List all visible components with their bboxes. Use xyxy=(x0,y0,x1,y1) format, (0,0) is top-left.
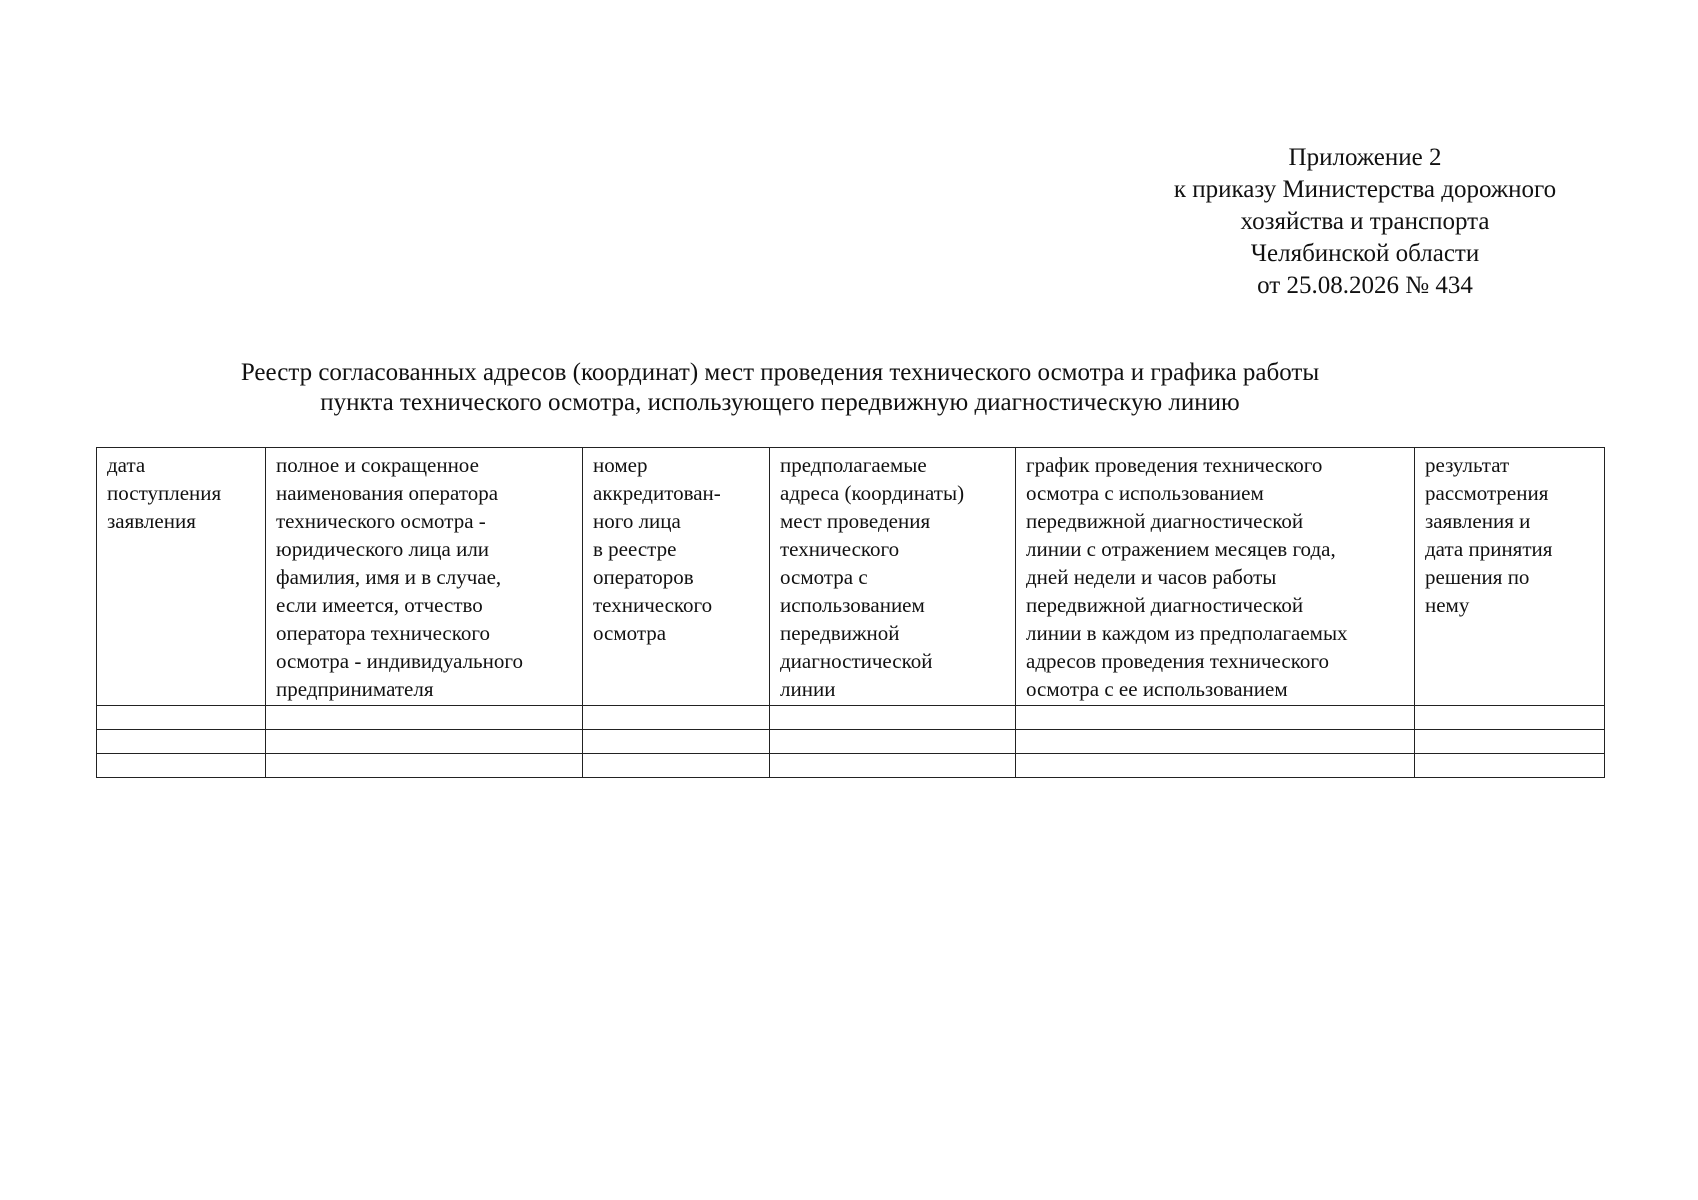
table-cell xyxy=(1415,706,1605,730)
header-line: операторов xyxy=(593,565,694,589)
appendix-heading xyxy=(1130,142,1600,302)
appendix-line: от 25.08.2026 № 434 xyxy=(1257,272,1473,299)
header-line: полное и сокращенное xyxy=(276,453,479,477)
header-line: фамилия, имя и в случае, xyxy=(276,565,502,589)
header-line: передвижной xyxy=(780,621,900,645)
header-cell-addresses xyxy=(770,448,1016,706)
header-line: рассмотрения xyxy=(1425,481,1549,505)
header-line: ного лица xyxy=(593,509,681,533)
header-line: адреса (координаты) xyxy=(780,481,965,505)
appendix-line: к приказу Министерства дорожного xyxy=(1173,176,1557,203)
table-row xyxy=(97,706,1605,730)
document-title xyxy=(230,358,1330,418)
appendix-line: хозяйства и транспорта xyxy=(1240,208,1490,235)
table-cell xyxy=(97,730,266,754)
header-line: если имеется, отчество xyxy=(276,593,483,617)
header-line: линии в каждом из предполагаемых xyxy=(1026,621,1348,645)
table-cell xyxy=(1016,730,1415,754)
header-line: дней недели и часов работы xyxy=(1026,565,1277,589)
header-cell-operator-name xyxy=(266,448,583,706)
header-line: в реестре xyxy=(593,537,677,561)
title-line: Реестр согласованных адресов (координат) мест проведения технического осмотра и графика работы xyxy=(240,359,1320,386)
header-line: заявления и xyxy=(1425,509,1531,533)
header-line: номер xyxy=(593,453,648,477)
header-line: осмотра xyxy=(593,621,667,645)
header-line: результат xyxy=(1425,453,1510,477)
header-line: мест проведения xyxy=(780,509,931,533)
header-line: предпринимателя xyxy=(276,677,434,701)
appendix-line: Челябинской области xyxy=(1250,240,1480,267)
table-cell xyxy=(583,706,770,730)
header-line: диагностической xyxy=(780,649,933,673)
table-cell xyxy=(1415,754,1605,778)
header-line: дата принятия xyxy=(1425,537,1553,561)
header-cell-schedule xyxy=(1016,448,1415,706)
header-line: использованием xyxy=(780,593,925,617)
table-cell xyxy=(1016,754,1415,778)
table-header-row xyxy=(97,448,1605,706)
header-line: передвижной диагностической xyxy=(1026,593,1304,617)
header-line: поступления xyxy=(107,481,222,505)
header-line: заявления xyxy=(107,509,196,533)
table-cell xyxy=(1415,730,1605,754)
table-row xyxy=(97,730,1605,754)
header-line: технического xyxy=(593,593,713,617)
header-line: дата xyxy=(107,453,146,477)
table-cell xyxy=(770,754,1016,778)
header-line: технического осмотра - xyxy=(276,509,486,533)
header-line: осмотра - индивидуального xyxy=(276,649,523,673)
registry-table xyxy=(96,447,1605,778)
table-cell xyxy=(266,706,583,730)
table-cell xyxy=(583,730,770,754)
header-line: предполагаемые xyxy=(780,453,927,477)
header-line: осмотра с использованием xyxy=(1026,481,1264,505)
header-line: оператора технического xyxy=(276,621,490,645)
table-cell xyxy=(770,730,1016,754)
header-line: нему xyxy=(1425,593,1470,617)
table-cell xyxy=(97,706,266,730)
header-line: юридического лица или xyxy=(276,537,490,561)
header-cell-accreditation-number xyxy=(583,448,770,706)
table-cell xyxy=(770,706,1016,730)
header-cell-date-received xyxy=(97,448,266,706)
header-line: осмотра с xyxy=(780,565,868,589)
table-cell xyxy=(266,730,583,754)
table-cell xyxy=(1016,706,1415,730)
table-cell xyxy=(583,754,770,778)
header-line: передвижной диагностической xyxy=(1026,509,1304,533)
header-line: решения по xyxy=(1425,565,1530,589)
header-line: линии xyxy=(780,677,836,701)
table-cell xyxy=(97,754,266,778)
header-line: осмотра с ее использованием xyxy=(1026,677,1288,701)
header-cell-review-result xyxy=(1415,448,1605,706)
title-line: пункта технического осмотра, использующего передвижную диагностическую линию xyxy=(320,389,1240,416)
header-line: график проведения технического xyxy=(1026,453,1323,477)
table-cell xyxy=(266,754,583,778)
header-line: адресов проведения технического xyxy=(1026,649,1329,673)
header-line: технического xyxy=(780,537,900,561)
appendix-line: Приложение 2 xyxy=(1288,144,1442,171)
table-row xyxy=(97,754,1605,778)
header-line: аккредитован- xyxy=(593,481,721,505)
header-line: наименования оператора xyxy=(276,481,499,505)
header-line: линии с отражением месяцев года, xyxy=(1026,537,1336,561)
